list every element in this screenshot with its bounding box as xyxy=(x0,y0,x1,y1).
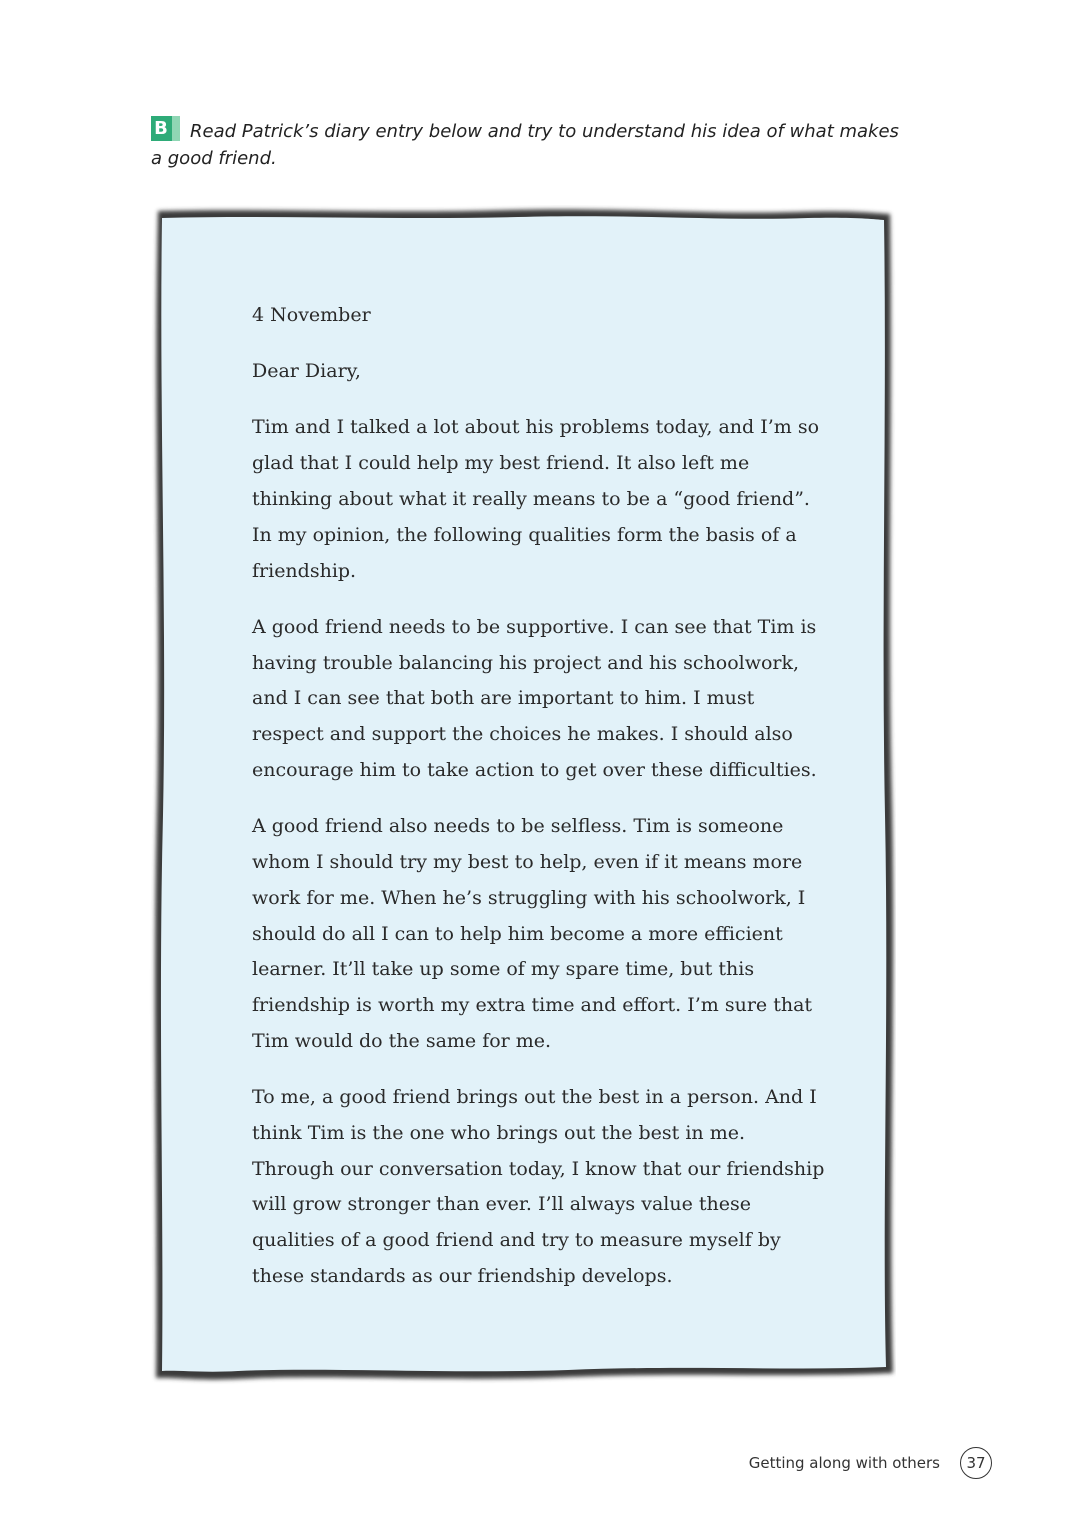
section-label-letter: B xyxy=(154,118,168,139)
diary-date: 4 November xyxy=(252,304,371,326)
diary-paragraph: Tim and I talked a lot about his problems today, and I’m so glad that I could help my best friend. It also left me thinking about what it really means to be a “good friend”. In my opinion, the following qualities form the basis of a friendship. xyxy=(252,416,820,582)
section-label-badge xyxy=(151,116,180,141)
instruction-text: Read Patrick’s diary entry below and try to understand his idea of what makes a good friend. xyxy=(151,121,899,169)
diary-paragraph: A good friend also needs to be selfless. Tim is someone whom I should try my best to help, even if it means more work for me. When he’s struggling with his schoolwork, I should do all I can to help him become a more efficient learner. It’ll take up some of my spare time, but this friendship is worth my extra time and effort. I’m sure that Tim would do the same for me. xyxy=(252,815,813,1052)
diary-greeting: Dear Diary, xyxy=(252,360,361,383)
page-number: 37 xyxy=(960,1447,992,1479)
diary-paragraph: A good friend needs to be supportive. I can see that Tim is having trouble balancing his project and his schoolwork, and I can see that both are important to him. I must respect and support the choices he makes. I should also encourage him to take action to get over these difficulties. xyxy=(252,615,817,781)
diary-paragraph: To me, a good friend brings out the best in a person. And I think Tim is the one who brings out the best in me. Through our conversation today, I know that our friendship will grow stronger than ever. I’ll always value these qualities of a good friend and try to measure myself by these standards as our friendship develops. xyxy=(252,1086,825,1288)
page-footer xyxy=(749,1446,992,1480)
diary-entry xyxy=(252,298,832,1315)
activity-instruction xyxy=(151,116,911,172)
section-label-tab xyxy=(172,116,180,141)
chapter-title: Getting along with others xyxy=(748,1454,940,1472)
